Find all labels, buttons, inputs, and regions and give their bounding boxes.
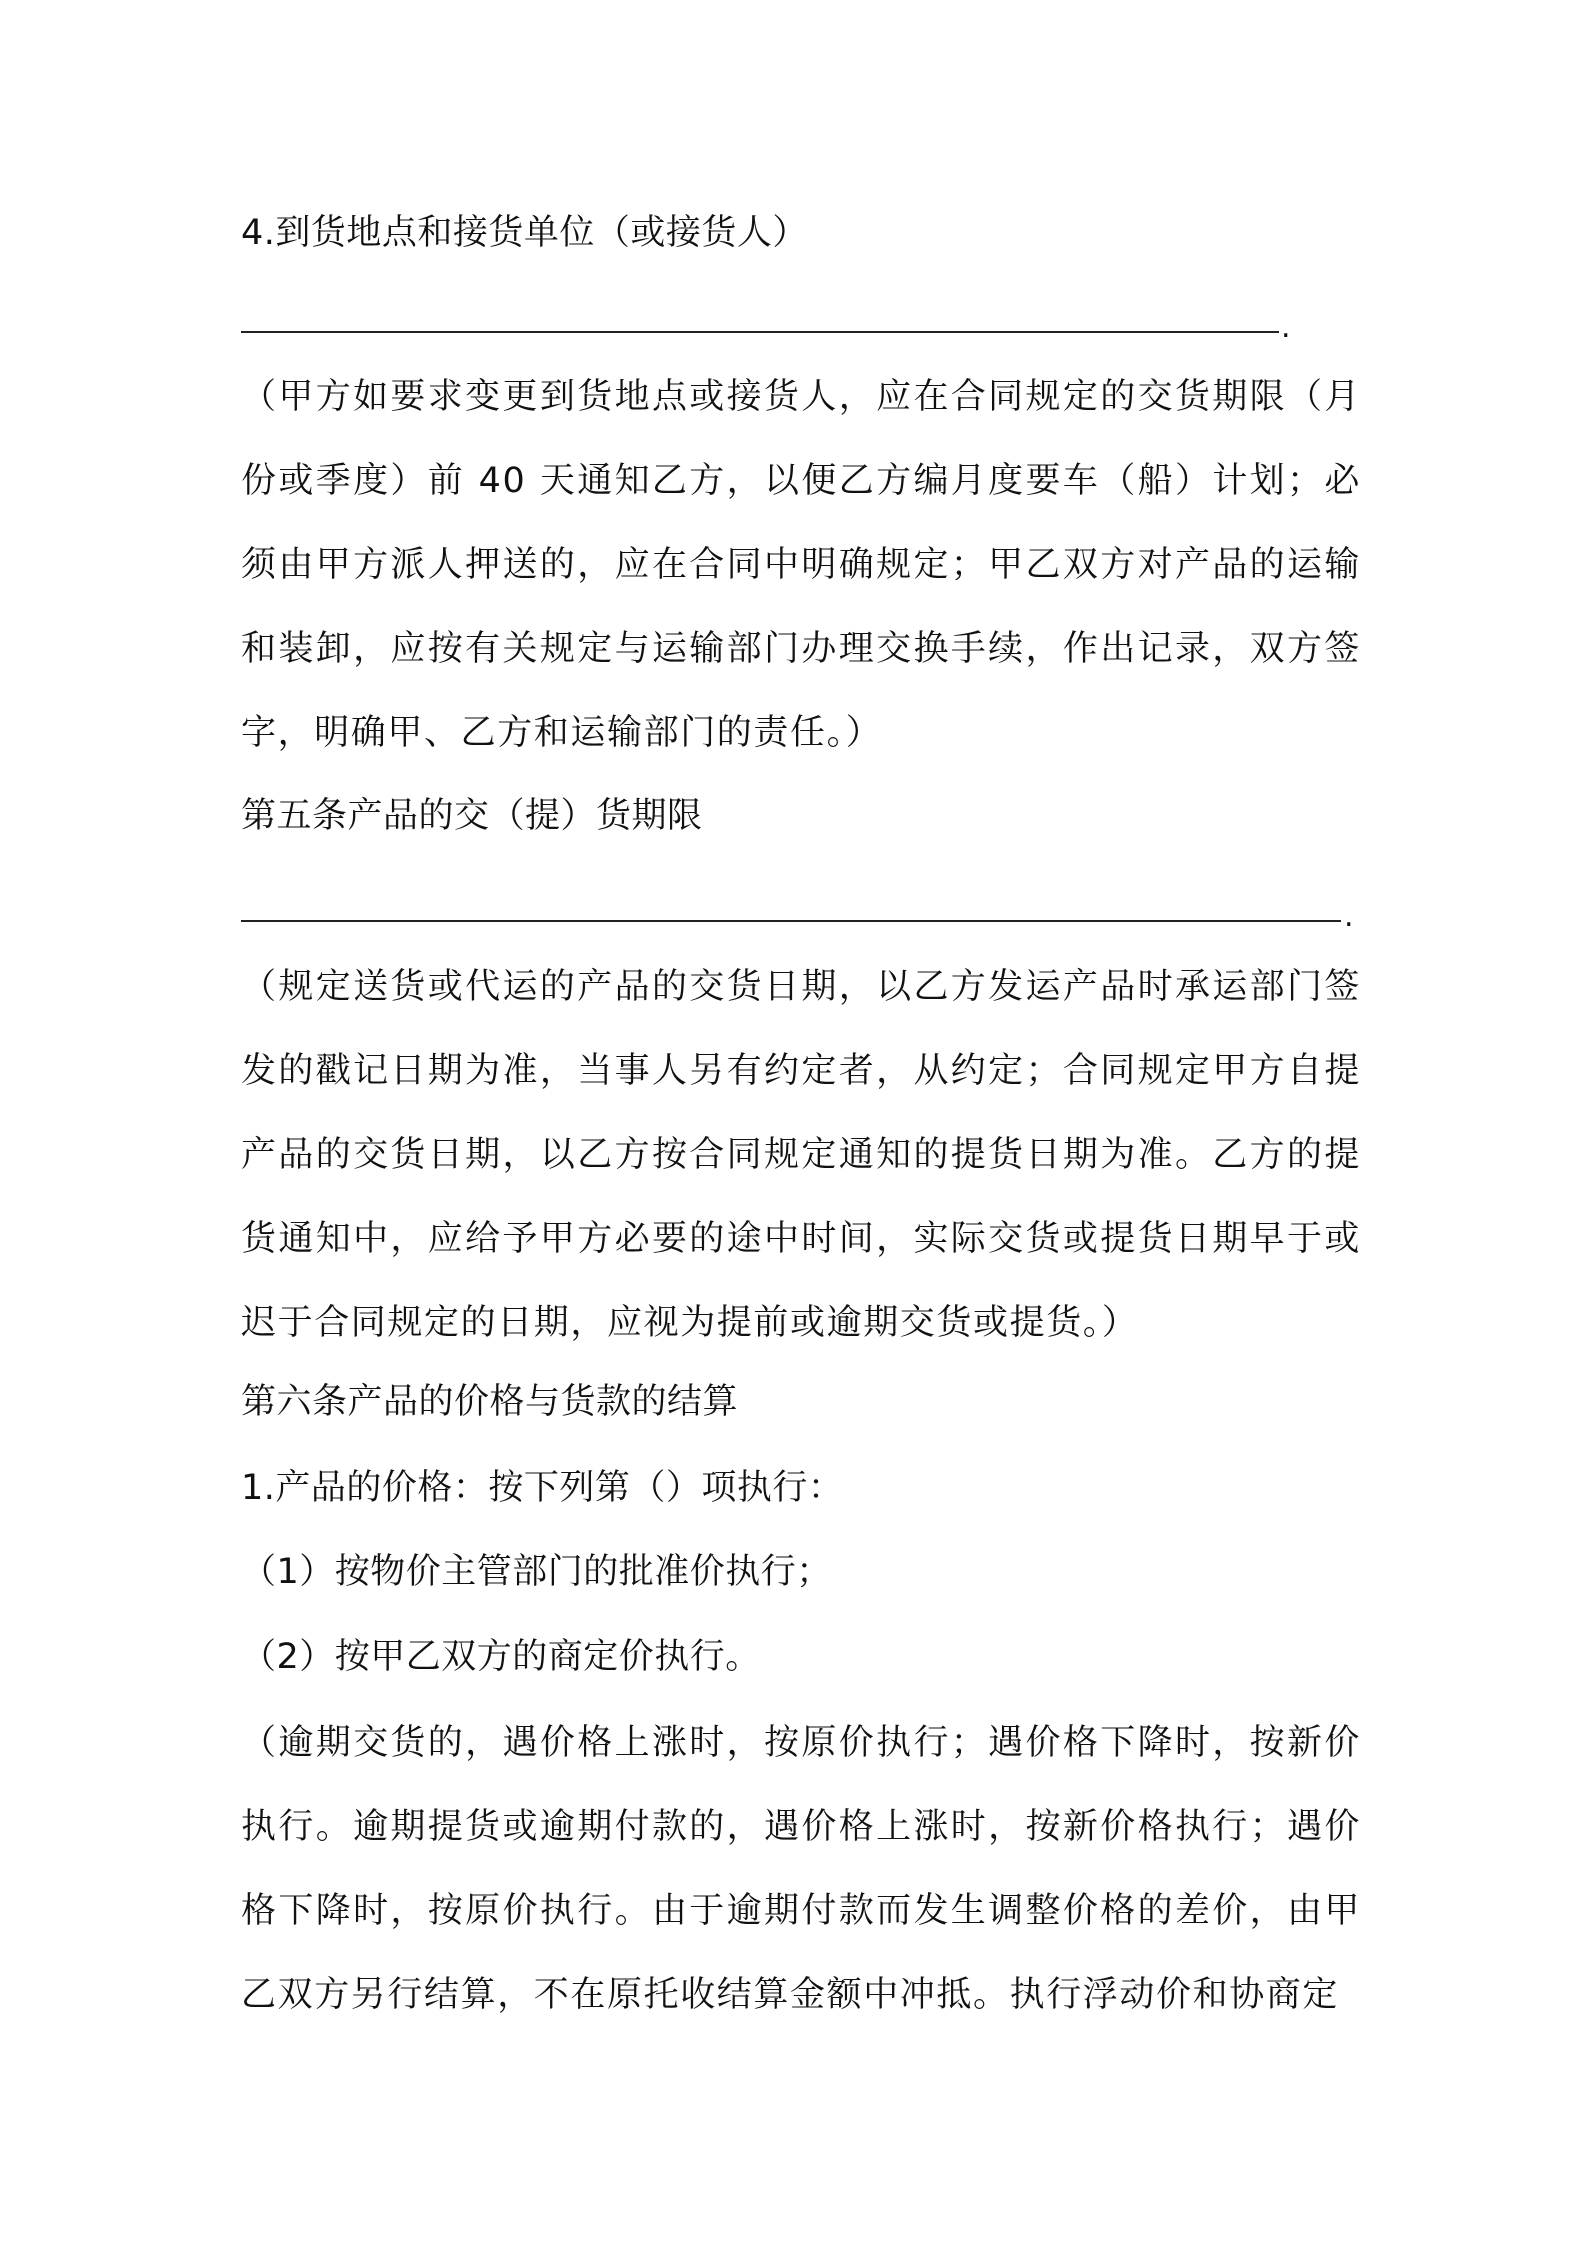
article5-heading: 第五条产品的交（提）货期限 [241,796,703,836]
blank-end-mark: . [1281,310,1291,345]
price-note: （逾期交货的，遇价格上涨时，按原价执行；遇价格下降时，按新价执行。逾期提货或逾期付款的，遇价格上涨时，按新价格执行；遇价格下降时，按原价执行。由于逾期付款而发生调整价格的差价，由甲乙双方另行结算，不在原托收结算金额中冲抵。执行浮动价和协商定 [241,1723,1361,2015]
blank-end-mark: . [1344,899,1354,934]
fill-in-blank-line [241,920,1341,922]
item4-heading: 4.到货地点和接货单位（或接货人） [241,213,808,253]
item4-note: （甲方如要求变更到货地点或接货人，应在合同规定的交货期限（月份或季度）前 40 天通知乙方，以便乙方编月度要车（船）计划；必须由甲方派人押送的，应在合同中明确规定；甲乙双方对产品的运输和装卸，应按有关规定与运输部门办理交换手续，作出记录，双方签字，明确甲、乙方和运输部门的责任。） [241,377,1361,753]
price-item-1: 1.产品的价格：按下列第（）项执行： [241,1468,844,1508]
price-option-1: （1）按物价主管部门的批准价执行； [241,1552,832,1592]
article5-note: （规定送货或代运的产品的交货日期，以乙方发运产品时承运部门签发的戳记日期为准，当事人另有约定者，从约定；合同规定甲方自提产品的交货日期，以乙方按合同规定通知的提货日期为准。乙方的提货通知中，应给予甲方必要的途中时间，实际交货或提货日期早于或迟于合同规定的日期，应视为提前或逾期交货或提货。） [241,967,1361,1343]
fill-in-blank-line [241,331,1279,333]
price-option-2: （2）按甲乙双方的商定价执行。 [241,1637,761,1677]
article6-heading: 第六条产品的价格与货款的结算 [241,1382,739,1422]
